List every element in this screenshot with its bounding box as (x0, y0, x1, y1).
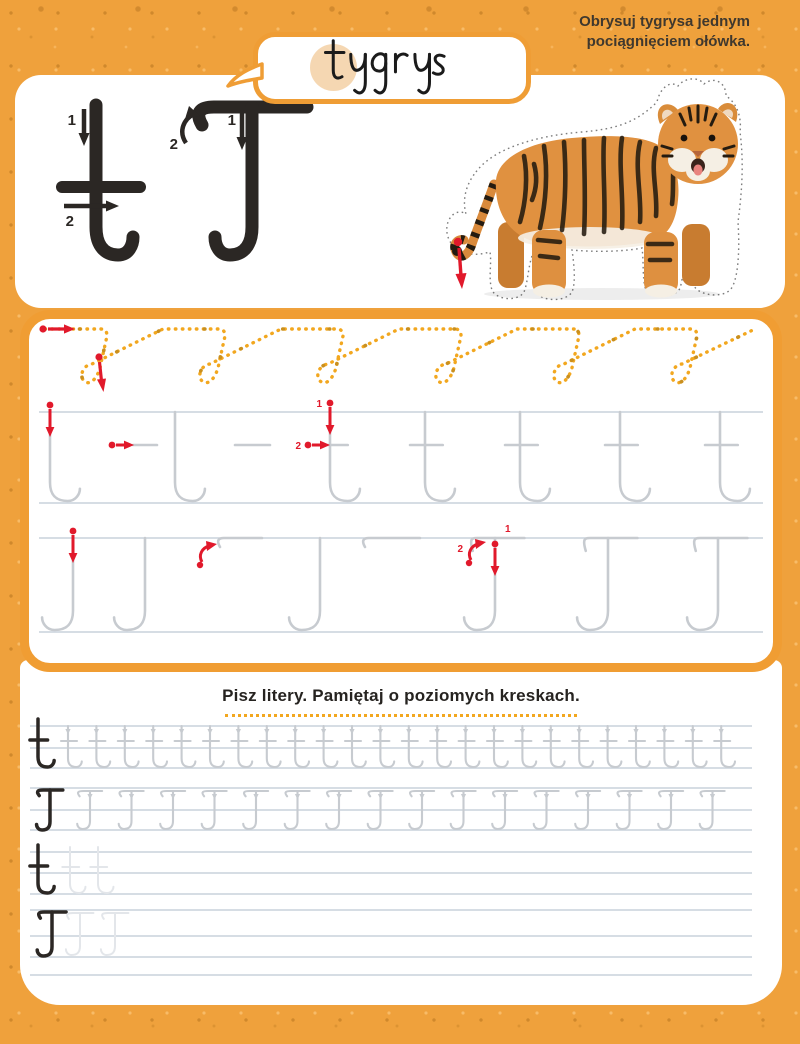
svg-text:2: 2 (295, 441, 301, 452)
tracing-panel (20, 310, 782, 672)
zigzag-trace-row (39, 324, 755, 392)
uppercase-t-trace-row (39, 524, 763, 632)
speech-bubble-tail (226, 61, 264, 91)
practice-lines (20, 660, 782, 1005)
lowercase-t-trace-row (39, 399, 763, 503)
svg-text:1: 1 (316, 399, 322, 410)
letter-model-chart (40, 95, 320, 265)
practice-row-upper-4 (30, 910, 752, 957)
svg-text:1: 1 (227, 112, 236, 129)
bubble-word-tygrys (292, 33, 497, 103)
svg-text:2: 2 (169, 136, 178, 153)
practice-title: Pisz litery. Pamiętaj o poziomych kreskach. (222, 686, 580, 705)
practice-row-lower-1 (30, 719, 752, 768)
letter-model-lowercase-t (62, 105, 140, 255)
tracing-panel-canvas (29, 319, 773, 663)
letter-model-uppercase-t (170, 106, 307, 255)
speech-bubble (253, 32, 531, 104)
svg-text:1: 1 (505, 524, 511, 535)
instruction-text: Obrysuj tygrysa jednym pociągnięciem ołówka. (579, 13, 750, 50)
practice-panel (20, 660, 782, 1005)
practice-row-upper-2 (30, 788, 752, 830)
practice-row-lower-3 (30, 845, 752, 894)
svg-text:2: 2 (65, 213, 74, 230)
svg-text:1: 1 (67, 112, 76, 129)
tiger-cutout-image (432, 72, 758, 312)
svg-text:2: 2 (457, 544, 463, 555)
